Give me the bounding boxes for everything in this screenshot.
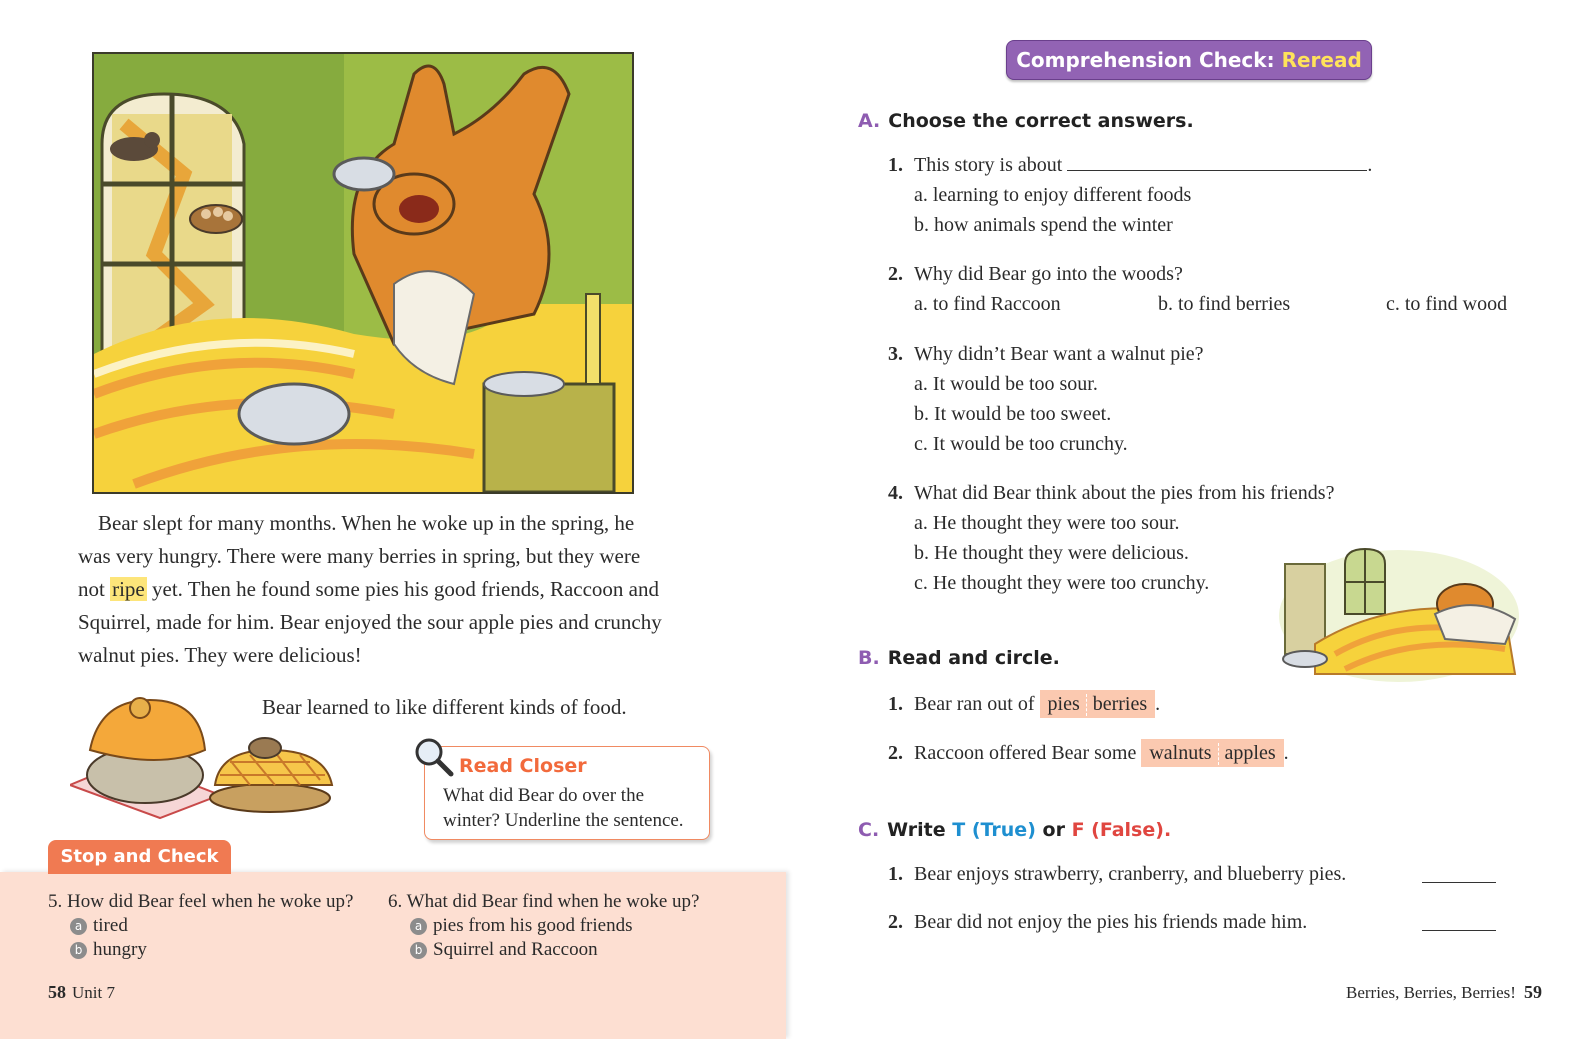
stop-and-check-tab: Stop and Check bbox=[48, 840, 231, 874]
circle-choice-group bbox=[1141, 739, 1283, 767]
answer-option[interactable]: a. to find Raccoon bbox=[914, 293, 1061, 315]
answer-option[interactable]: a pies from his good friends bbox=[410, 914, 748, 938]
answer-option[interactable]: b. to find berries bbox=[1158, 293, 1291, 315]
bear-sleeping-illustration bbox=[1275, 544, 1523, 684]
answer-blank[interactable] bbox=[1067, 152, 1367, 171]
question-c1: 1. Bear enjoys strawberry, cranberry, and blueberry pies. bbox=[888, 863, 1347, 885]
question-b2: 2. Raccoon offered Bear some walnuts apples . bbox=[888, 738, 1289, 768]
answer-option[interactable]: a. He thought they were too sour. bbox=[914, 512, 1180, 534]
circle-choice-group bbox=[1040, 690, 1156, 718]
answer-option[interactable]: a. learning to enjoy different foods bbox=[914, 184, 1192, 206]
answer-option[interactable]: b. how animals spend the winter bbox=[914, 214, 1173, 236]
choice-option[interactable]: apples bbox=[1224, 742, 1276, 764]
section-c-heading: C. Write T (True) or F (False). bbox=[858, 819, 1172, 841]
question-a2: 2. Why did Bear go into the woods? bbox=[888, 263, 1183, 285]
unit-label: Unit 7 bbox=[72, 983, 115, 1002]
vocab-highlight: ripe bbox=[112, 577, 145, 601]
answer-option[interactable]: b hungry bbox=[70, 938, 378, 962]
read-closer-text: What did Bear do over the winter? Underline the sentence. bbox=[443, 785, 684, 831]
choice-option[interactable]: walnuts bbox=[1149, 742, 1212, 764]
choice-option[interactable]: pies bbox=[1047, 693, 1080, 715]
story-last-line: Bear learned to like different kinds of food. bbox=[262, 695, 627, 719]
question-c2: 2. Bear did not enjoy the pies his friends made him. bbox=[888, 911, 1308, 933]
section-a-heading: A. Choose the correct answers. bbox=[858, 110, 1194, 132]
stop-question-6: 6. What did Bear find when he woke up? a pies from his good friends b Squirrel and Raccoon bbox=[388, 890, 748, 962]
answer-option[interactable]: b Squirrel and Raccoon bbox=[410, 938, 748, 962]
true-false-blank[interactable] bbox=[1422, 882, 1496, 883]
question-a1: 1. This story is about . a. learning to enjoy different foods b. how animals spend the winter bbox=[888, 150, 1528, 240]
answer-option[interactable]: a. It would be too sour. bbox=[914, 373, 1098, 395]
right-page-footer bbox=[1346, 982, 1542, 1003]
left-page-footer bbox=[48, 982, 115, 1003]
read-closer-title: Read Closer bbox=[459, 755, 587, 777]
answer-option[interactable]: b. He thought they were delicious. bbox=[914, 542, 1189, 564]
true-false-blank[interactable] bbox=[1422, 930, 1496, 931]
answer-option[interactable]: c. It would be too crunchy. bbox=[914, 433, 1128, 455]
section-b-heading: B. Read and circle. bbox=[858, 647, 1060, 669]
answer-option[interactable]: c. to find wood bbox=[1386, 293, 1508, 315]
question-a3: 3. Why didn’t Bear want a walnut pie? a. It would be too sour. b. It would be too sweet. c. It would be too crunchy. bbox=[888, 339, 1528, 459]
choice-option[interactable]: berries bbox=[1092, 693, 1148, 715]
answer-option[interactable]: b. It would be too sweet. bbox=[914, 403, 1112, 425]
question-b1: 1. Bear ran out of pies berries . bbox=[888, 689, 1160, 719]
page-number: 59 bbox=[1523, 982, 1542, 1002]
book-title: Berries, Berries, Berries! bbox=[1346, 983, 1516, 1002]
comprehension-check-banner: Comprehension Check: Reread bbox=[1006, 40, 1372, 80]
question-a4: 4. What did Bear think about the pies from his friends? a. He thought they were too sour. b. He thought they were delicious. c. He thought they were too crunchy. bbox=[888, 478, 1388, 598]
read-closer-box bbox=[424, 746, 710, 840]
stop-question-5: 5. How did Bear feel when he woke up? a tired b hungry bbox=[48, 890, 378, 962]
answer-option[interactable]: a tired bbox=[70, 914, 378, 938]
pies-illustration bbox=[70, 690, 340, 820]
bear-waking-illustration bbox=[92, 52, 634, 494]
answer-option[interactable]: c. He thought they were too crunchy. bbox=[914, 572, 1210, 594]
magnifier-icon bbox=[414, 737, 454, 777]
story-paragraph: Bear slept for many months. When he woke up in the spring, he was very hungry. There were many berries in spring, but they were not ripe yet. Then he found some pies his good friends, Raccoon and Squirrel, made for him. Bear enjoyed the sour apple pies and crunchy walnut pies. They were delicious! bbox=[78, 511, 662, 667]
page-number: 58 bbox=[48, 982, 66, 1002]
